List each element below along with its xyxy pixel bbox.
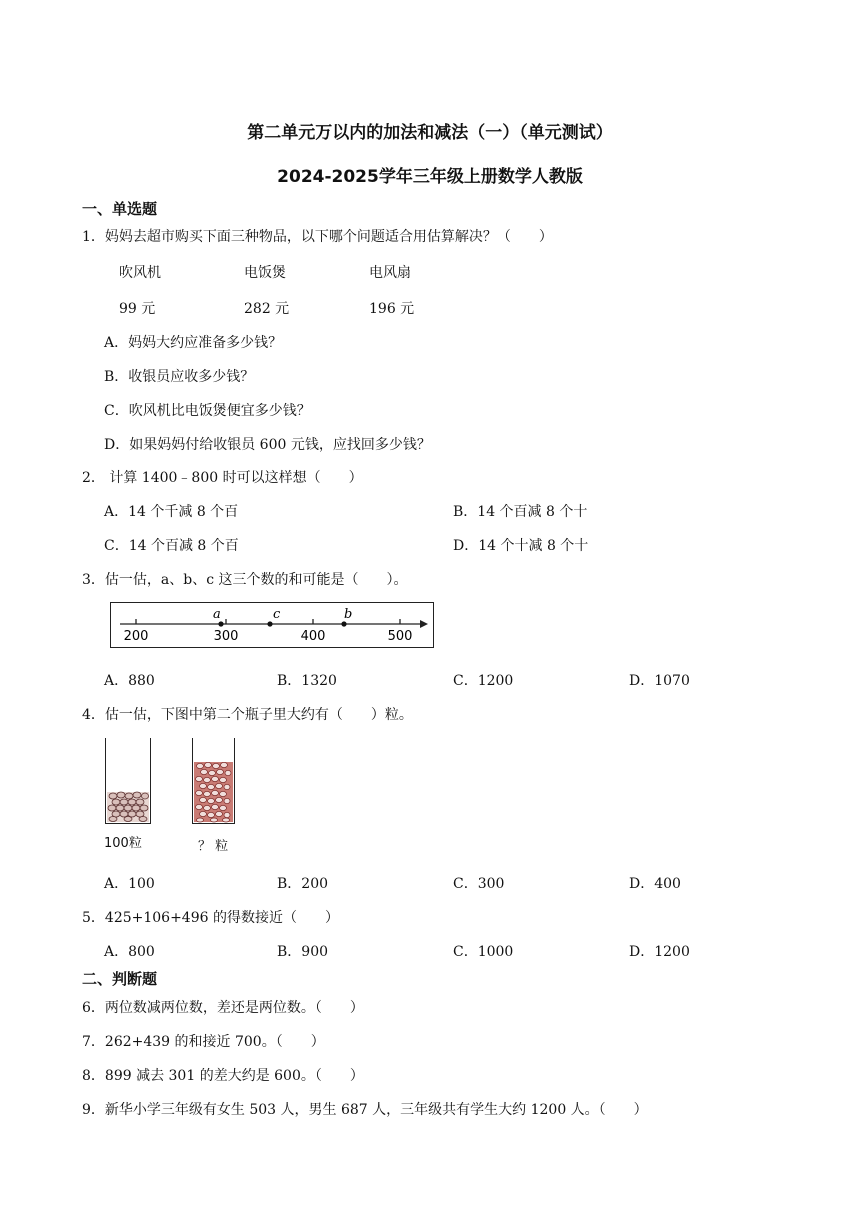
q1-option-b[interactable]: B．收银员应收多少钱？	[104, 369, 255, 385]
question-3: 3．估一估，a、b、c 这三个数的和可能是（ ）。	[82, 572, 408, 588]
q3-option-b[interactable]: B．1320	[277, 673, 337, 689]
item-name: 吹风机	[119, 265, 161, 281]
item-price: 282 元	[244, 301, 290, 317]
q3-option-c[interactable]: C．1200	[453, 673, 514, 689]
q4-option-a[interactable]: A．100	[104, 876, 155, 892]
arrow-icon	[420, 620, 428, 628]
question-6: 6．两位数减两位数，差还是两位数。（ ）	[82, 1000, 364, 1016]
q3-option-a[interactable]: A．880	[104, 673, 155, 689]
q4-option-d[interactable]: D．400	[629, 876, 681, 892]
point-label-c: c	[272, 606, 280, 622]
number-line-svg	[110, 602, 434, 648]
q2-option-a[interactable]: A．14 个千减 8 个百	[104, 504, 239, 520]
point-c	[267, 621, 272, 626]
point-b	[341, 621, 346, 626]
page-subtitle: 2024-2025学年三年级上册数学人教版	[277, 167, 583, 187]
beans-jar-1	[105, 738, 151, 824]
item-name: 电风扇	[369, 265, 411, 281]
q4-option-b[interactable]: B．200	[277, 876, 329, 892]
question-2: 2． 计算 1400﹣800 时可以这样想（ ）	[82, 470, 363, 486]
question-8: 8．899 减去 301 的差大约是 600。（ ）	[82, 1068, 364, 1084]
page-title: 第二单元万以内的加法和减法（一）（单元测试）	[247, 123, 613, 143]
point-label-a: a	[212, 606, 221, 622]
tick-label: 400	[300, 628, 325, 644]
section-heading-single-choice: 一、单选题	[82, 200, 158, 218]
tick-label: 300	[213, 628, 238, 644]
q2-option-b[interactable]: B．14 个百减 8 个十	[453, 504, 588, 520]
jar-2-label: ？ 粒	[198, 839, 229, 854]
q2-option-c[interactable]: C．14 个百减 8 个百	[104, 538, 239, 554]
number-line-figure	[110, 602, 434, 648]
question-7: 7．262+439 的和接近 700。（ ）	[82, 1034, 325, 1050]
tick-label: 200	[123, 628, 148, 644]
item-price: 99 元	[119, 301, 156, 317]
q3-option-d[interactable]: D．1070	[629, 673, 690, 689]
jar-1-label: 100粒	[104, 836, 142, 851]
question-9: 9．新华小学三年级有女生 503 人，男生 687 人，三年级共有学生大约 1200 人。（ ）	[82, 1102, 648, 1118]
q1-option-a[interactable]: A．妈妈大约应准备多少钱？	[104, 335, 283, 351]
question-1: 1．妈妈去超市购买下面三种物品，以下哪个问题适合用估算解决？（ ）	[82, 229, 553, 245]
section-heading-true-false: 二、判断题	[82, 970, 158, 988]
question-5: 5．425+106+496 的得数接近（ ）	[82, 910, 339, 926]
point-label-b: b	[343, 606, 352, 622]
q5-option-b[interactable]: B．900	[277, 944, 329, 960]
q2-option-d[interactable]: D．14 个十减 8 个十	[453, 538, 589, 554]
q1-option-c[interactable]: C．吹风机比电饭煲便宜多少钱？	[104, 403, 311, 419]
q5-option-d[interactable]: D．1200	[629, 944, 690, 960]
jar-2	[192, 738, 235, 824]
question-4: 4．估一估，下图中第二个瓶子里大约有（ ）粒。	[82, 707, 413, 723]
q5-option-c[interactable]: C．1000	[453, 944, 514, 960]
tick-label: 500	[387, 628, 412, 644]
item-price: 196 元	[369, 301, 415, 317]
item-name: 电饭煲	[244, 265, 286, 281]
beans-jar-2	[192, 738, 235, 824]
q1-option-d[interactable]: D．如果妈妈付给收银员 600 元钱，应找回多少钱？	[104, 437, 431, 453]
q5-option-a[interactable]: A．800	[104, 944, 155, 960]
q4-option-c[interactable]: C．300	[453, 876, 505, 892]
jar-1	[105, 738, 151, 824]
point-a	[218, 621, 223, 626]
